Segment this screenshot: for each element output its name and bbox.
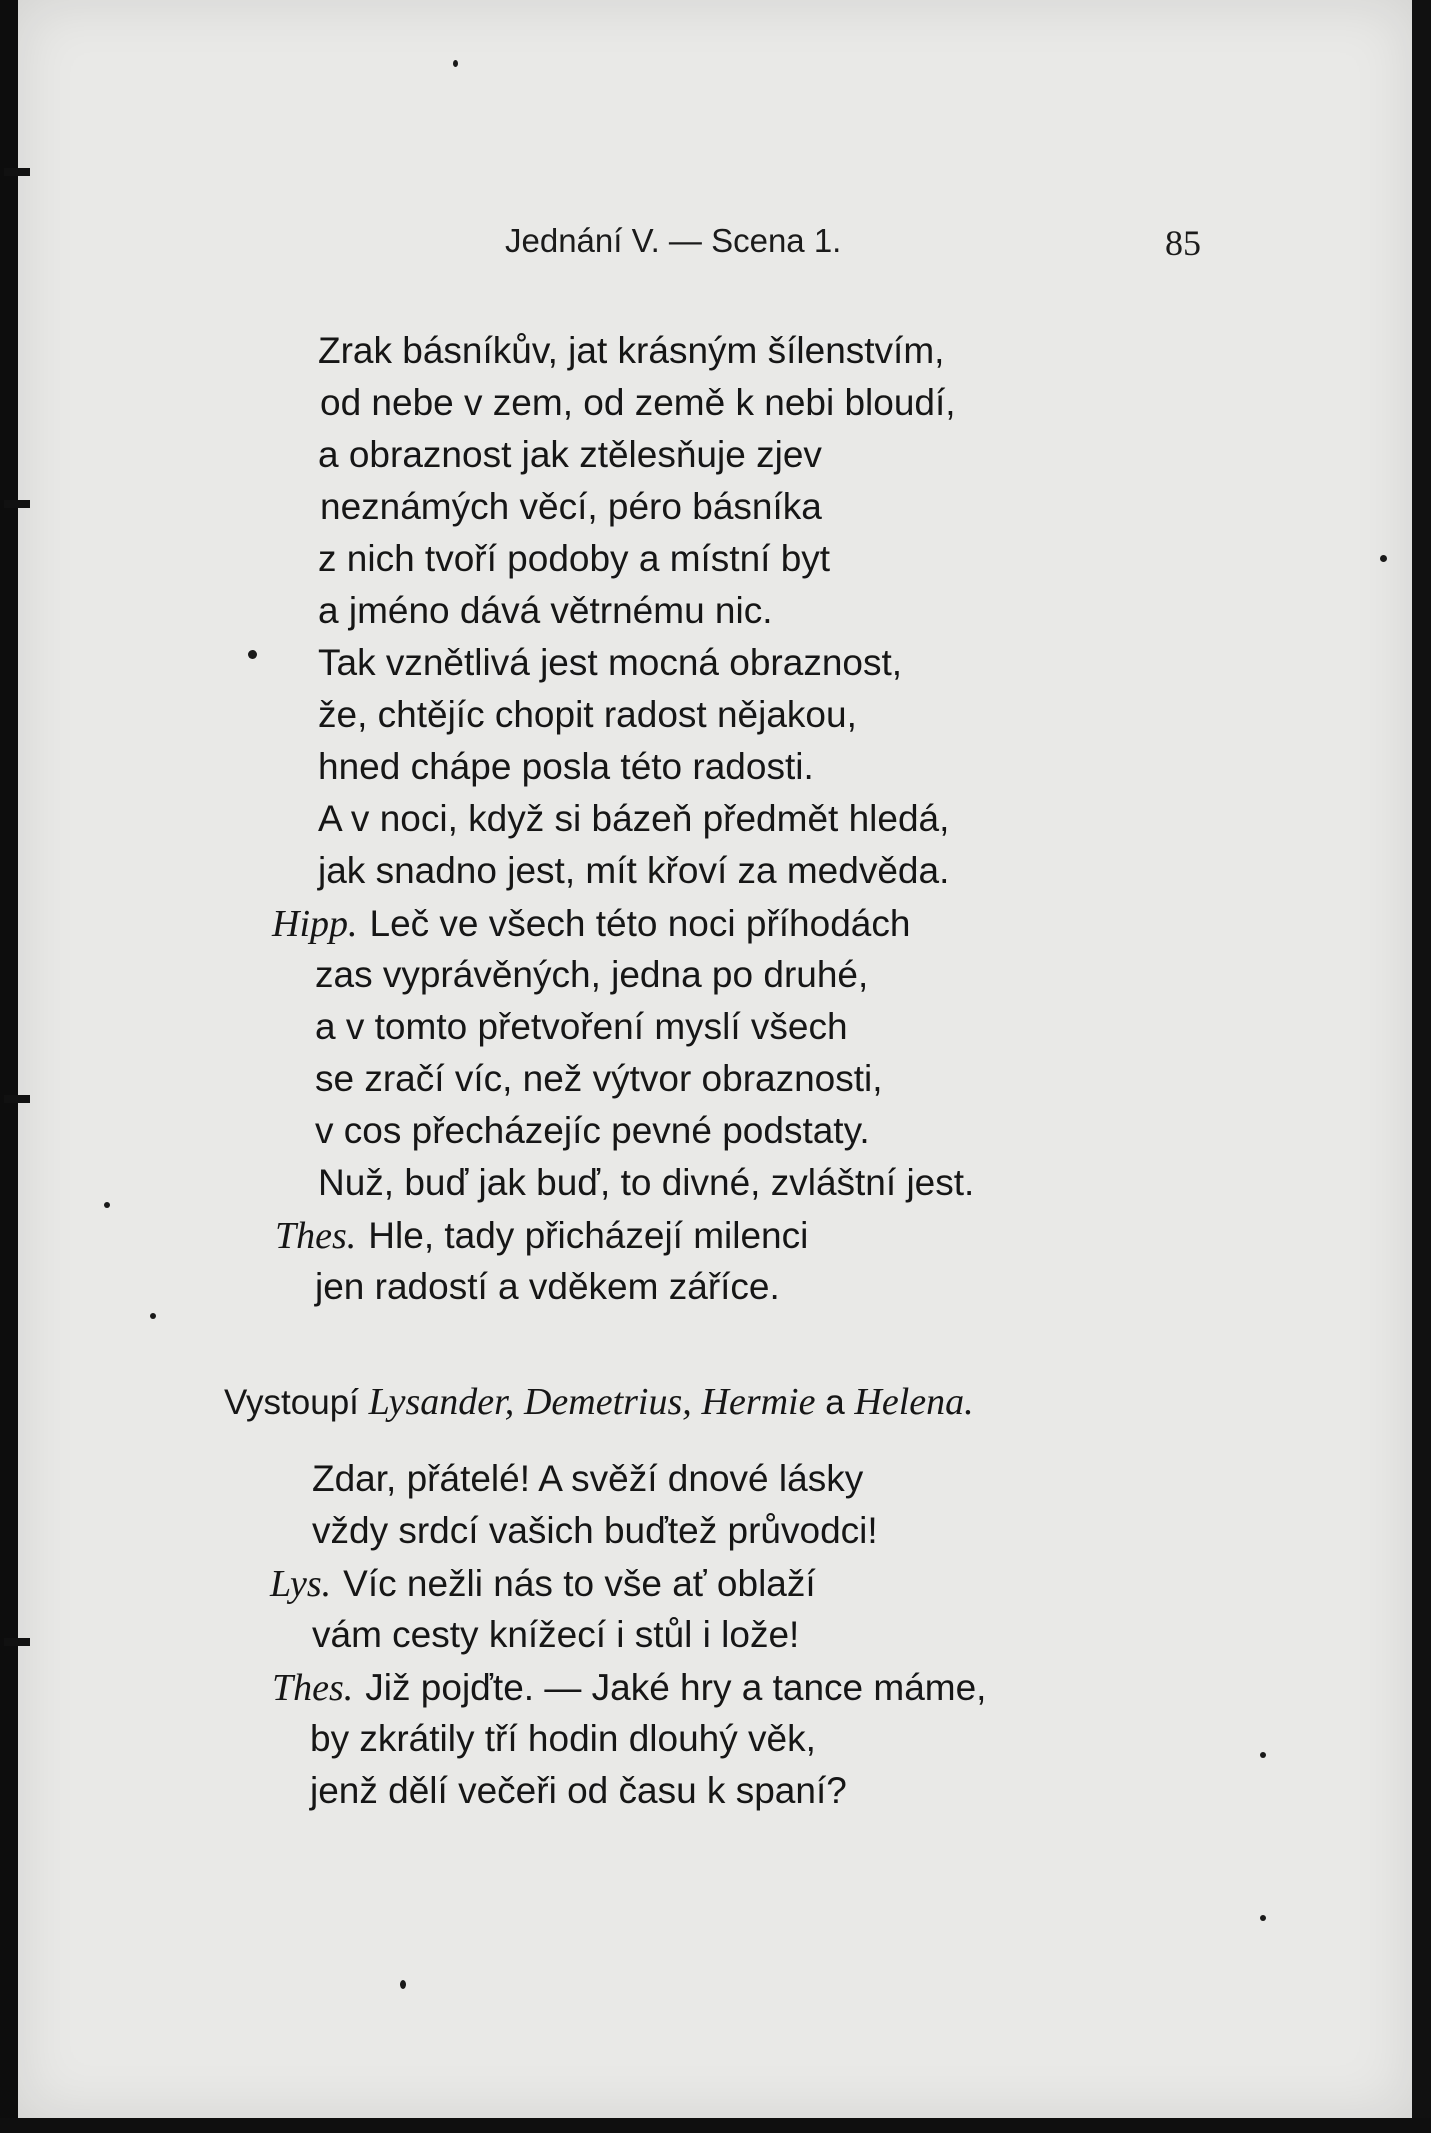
verse-line-text: neznámých věcí, péro básníka	[320, 486, 822, 527]
verse-line-text: Tak vznětlivá jest mocná obraznost,	[318, 642, 903, 683]
verse-line	[310, 1770, 847, 1822]
verse-line	[320, 486, 822, 538]
stage-direction-conjunction: a	[825, 1383, 845, 1422]
verse-line-text: hned chápe posla této radosti.	[318, 746, 814, 787]
speaker-name: Thes.	[272, 1667, 354, 1709]
verse-line-text: jak snadno jest, mít křoví za medvěda.	[318, 850, 950, 891]
print-speck	[104, 1202, 110, 1208]
stage-direction	[224, 1380, 974, 1424]
verse-line	[318, 850, 949, 902]
print-speck	[1260, 1752, 1266, 1758]
verse-line	[318, 694, 857, 746]
verse-line-text: Hle, tady přicházejí milenci	[368, 1215, 809, 1256]
verse-line	[310, 1718, 816, 1770]
verse-line	[315, 1266, 780, 1318]
binding-thread-mark	[4, 500, 30, 508]
stage-direction-name: Hermie	[701, 1381, 816, 1423]
verse-line-text: Již pojďte. — Jaké hry a tance máme,	[365, 1667, 987, 1708]
page-bottom-edge	[0, 2118, 1431, 2133]
speaker-name: Lys.	[270, 1563, 332, 1605]
verse-line-text: vám cesty knížecí i stůl i lože!	[312, 1614, 800, 1655]
speaker-name: Hipp.	[272, 903, 358, 945]
verse-line-text: že, chtějíc chopit radost nějakou,	[318, 694, 857, 735]
verse-line	[318, 330, 944, 382]
verse-line	[315, 1110, 870, 1162]
verse-line	[318, 434, 822, 486]
print-speck	[248, 650, 257, 659]
verse-line	[315, 954, 868, 1006]
binding-thread-mark	[4, 168, 30, 176]
verse-line	[318, 590, 773, 642]
speaker-name: Thes.	[275, 1215, 357, 1257]
book-binding-edge	[0, 0, 18, 2133]
page-header	[0, 222, 1431, 272]
verse-line-text: z nich tvoří podoby a místní byt	[318, 538, 831, 579]
verse-line	[315, 1006, 848, 1058]
verse-line	[275, 1214, 808, 1266]
verse-line-text: Zrak básníkův, jat krásným šílenstvím,	[318, 330, 945, 371]
verse-line-text: Zdar, přátelé! A svěží dnové lásky	[312, 1458, 864, 1499]
verse-line-text: v cos přecházejíc pevné podstaty.	[315, 1110, 870, 1151]
binding-thread-mark	[4, 1638, 30, 1646]
verse-line-text: Nuž, buď jak buď, to divné, zvláštní jest.	[318, 1162, 975, 1203]
verse-line	[315, 1058, 883, 1110]
verse-line-text: jenž dělí večeři od času k spaní?	[310, 1770, 847, 1811]
print-speck	[400, 1980, 406, 1989]
verse-line	[312, 1458, 863, 1510]
page-number: 85	[1165, 223, 1201, 263]
verse-line-text: se zračí víc, než výtvor obraznosti,	[315, 1058, 883, 1099]
verse-line-text: Víc nežli nás to vše ať oblaží	[343, 1563, 816, 1604]
verse-line	[318, 798, 949, 850]
verse-line	[318, 746, 814, 798]
verse-line-text: zas vyprávěných, jedna po druhé,	[315, 954, 869, 995]
verse-line	[270, 1562, 816, 1614]
verse-line	[312, 1510, 878, 1562]
print-speck	[453, 60, 458, 67]
print-speck	[1260, 1915, 1266, 1921]
verse-line	[318, 642, 902, 694]
verse-line	[272, 1666, 986, 1718]
print-speck	[150, 1313, 156, 1319]
verse-line-text: by zkrátily tří hodin dlouhý věk,	[310, 1718, 816, 1759]
verse-line-text: A v noci, když si bázeň předmět hledá,	[318, 798, 950, 839]
binding-thread-mark	[4, 1095, 30, 1103]
verse-line	[318, 1162, 974, 1214]
verse-line-text: a v tomto přetvoření myslí všech	[315, 1006, 848, 1047]
verse-line-text: a obraznost jak ztělesňuje zjev	[318, 434, 822, 475]
verse-line	[320, 382, 956, 434]
stage-direction-prefix: Vystoupí	[224, 1383, 359, 1422]
stage-direction-name: Lysander,	[368, 1381, 515, 1423]
verse-line-text: a jméno dává větrnému nic.	[318, 590, 773, 631]
verse-line	[312, 1614, 799, 1666]
verse-line-text: od nebe v zem, od země k nebi bloudí,	[320, 382, 956, 423]
page-right-edge	[1412, 0, 1431, 2133]
stage-direction-name: Helena.	[854, 1381, 974, 1423]
verse-line	[272, 902, 910, 954]
stage-direction-name: Demetrius,	[523, 1381, 692, 1423]
running-head: Jednání V. — Scena 1.	[505, 222, 842, 259]
verse-line-text: vždy srdcí vašich buďtež průvodci!	[312, 1510, 878, 1551]
verse-line	[318, 538, 830, 590]
verse-line-text: jen radostí a vděkem záříce.	[315, 1266, 780, 1307]
verse-line-text: Leč ve všech této noci příhodách	[369, 903, 911, 944]
print-speck	[1380, 555, 1387, 562]
